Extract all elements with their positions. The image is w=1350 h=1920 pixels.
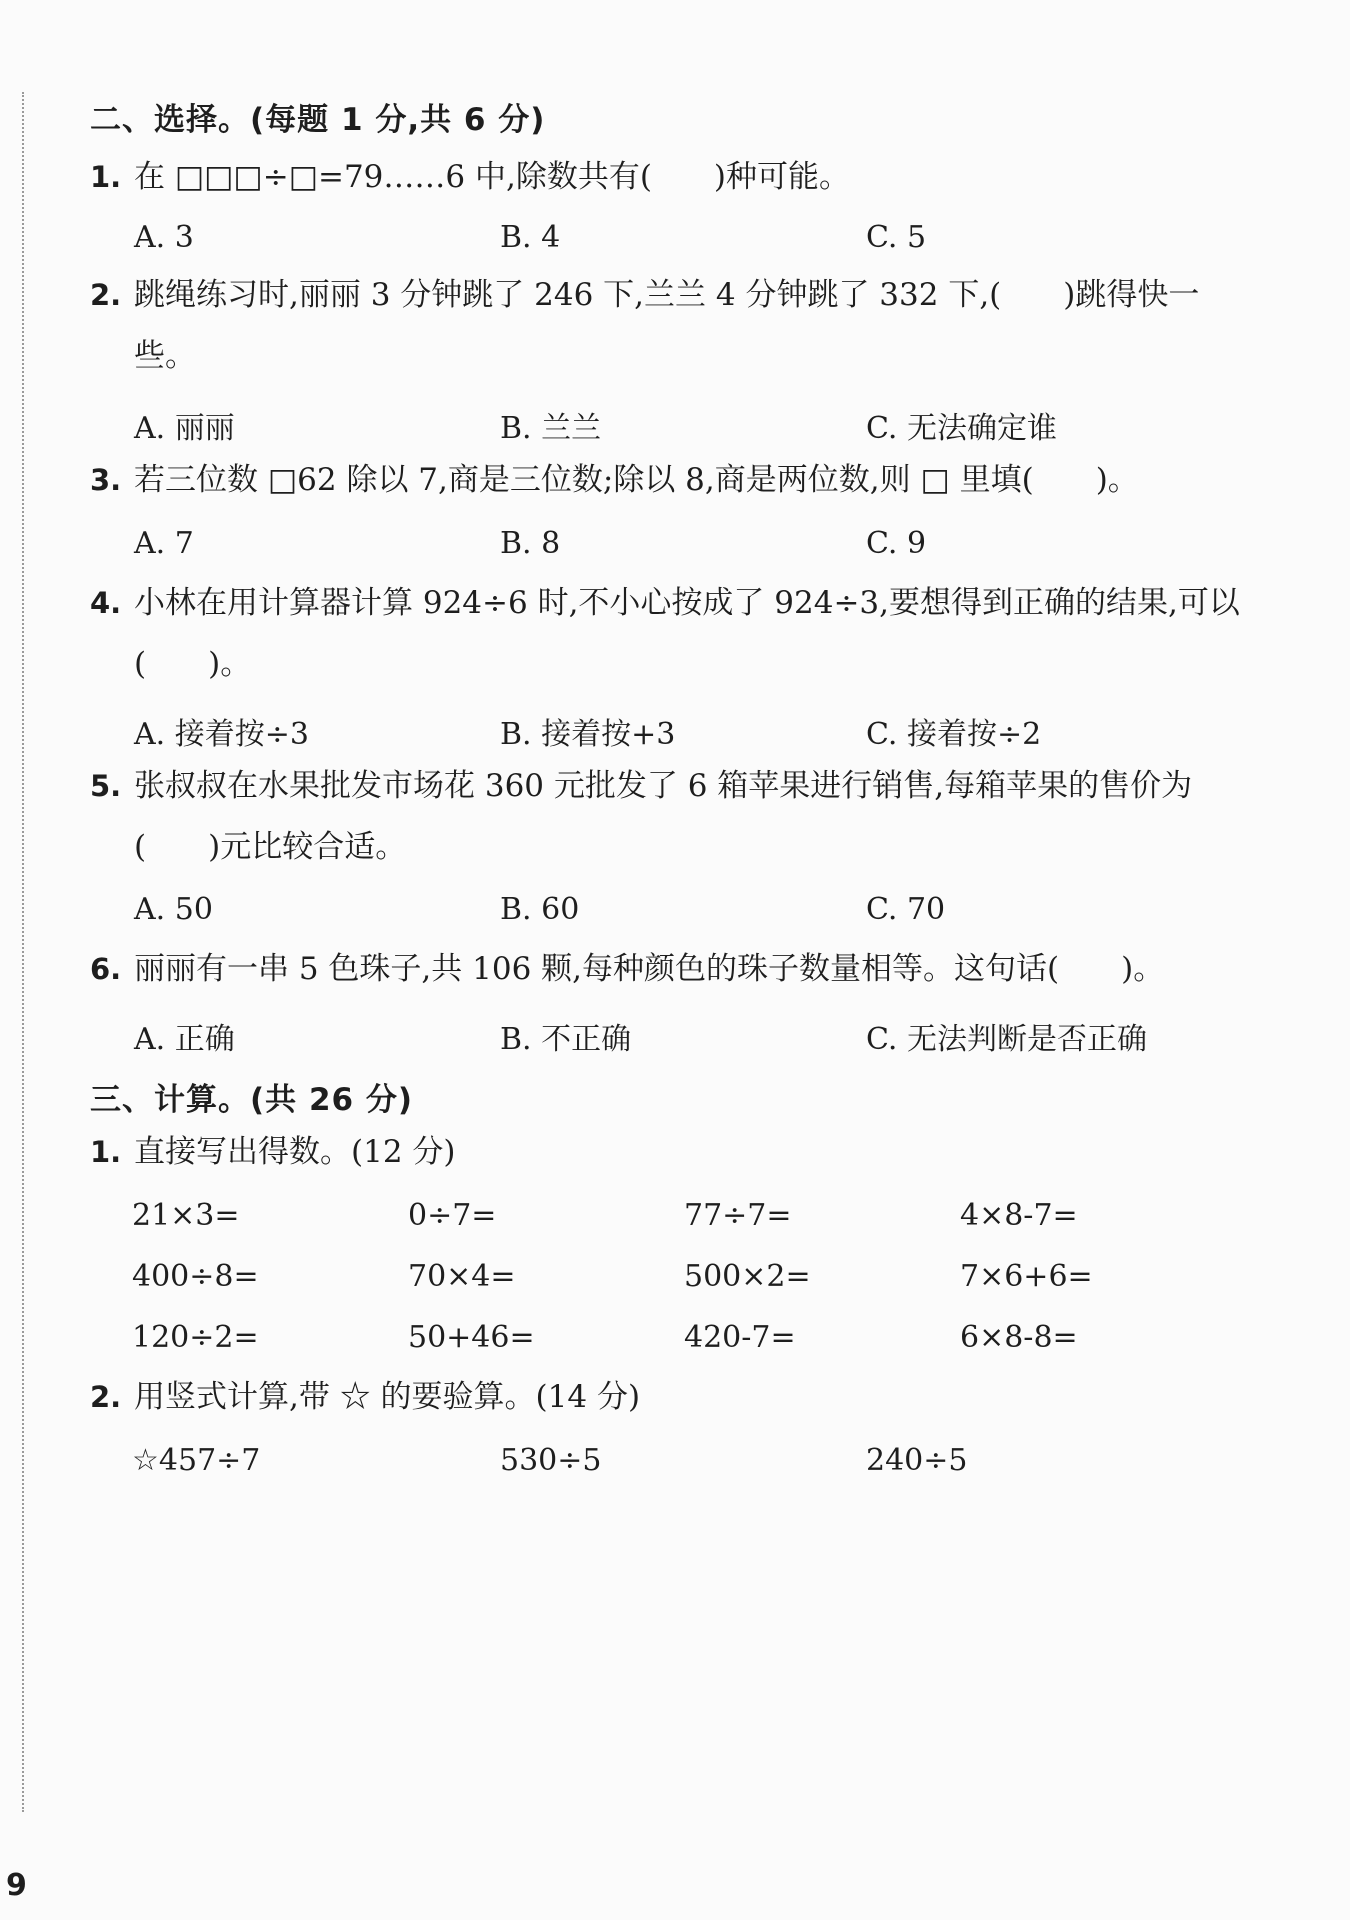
option-a[interactable]: A. 正确 xyxy=(134,1022,235,1057)
math-item: 6×8-8= xyxy=(960,1320,1078,1355)
math-item: 420-7= xyxy=(684,1320,796,1355)
question-text: 跳绳练习时,丽丽 3 分钟跳了 246 下,兰兰 4 分钟跳了 332 下,( )跳得快一些。 xyxy=(134,277,1200,374)
option-a[interactable]: A. 50 xyxy=(134,892,213,927)
question-number: 6. xyxy=(90,952,122,986)
option-b[interactable]: B. 8 xyxy=(500,526,561,561)
question-number: 1. xyxy=(90,160,122,194)
question-text: 小林在用计算器计算 924÷6 时,不小心按成了 924÷3,要想得到正确的结果,可以( )。 xyxy=(134,585,1240,682)
question-number: 1. xyxy=(90,1135,122,1169)
question-text: 用竖式计算,带 ☆ 的要验算。(14 分) xyxy=(134,1379,641,1415)
question-5 xyxy=(90,756,1250,878)
math-item: 4×8-7= xyxy=(960,1198,1078,1233)
question-text: 丽丽有一串 5 色珠子,共 106 颗,每种颜色的珠子数量相等。这句话( )。 xyxy=(134,951,1165,987)
vertical-calc-item: 240÷5 xyxy=(866,1443,968,1478)
option-c[interactable]: C. 70 xyxy=(866,892,946,927)
option-a[interactable]: A. 丽丽 xyxy=(134,411,235,446)
option-b[interactable]: B. 不正确 xyxy=(500,1022,632,1057)
option-c[interactable]: C. 无法确定谁 xyxy=(866,411,1057,446)
option-b[interactable]: B. 4 xyxy=(500,220,561,255)
math-item: 50+46= xyxy=(408,1320,535,1355)
option-a[interactable]: A. 7 xyxy=(134,526,194,561)
question-number: 2. xyxy=(90,1380,122,1414)
question-number: 3. xyxy=(90,463,122,497)
section-2-title: 二、选择。(每题 1 分,共 6 分) xyxy=(90,102,546,138)
math-item: 400÷8= xyxy=(132,1259,259,1294)
option-a[interactable]: A. 接着按÷3 xyxy=(134,717,309,752)
question-1 xyxy=(90,147,1250,208)
math-item: 500×2= xyxy=(684,1259,811,1294)
question-text: 直接写出得数。(12 分) xyxy=(134,1134,456,1170)
question-number: 4. xyxy=(90,586,122,620)
vertical-calc-item: 530÷5 xyxy=(500,1443,602,1478)
math-item: 77÷7= xyxy=(684,1198,792,1233)
question-number: 5. xyxy=(90,769,122,803)
option-b[interactable]: B. 兰兰 xyxy=(500,411,602,446)
math-item: 120÷2= xyxy=(132,1320,259,1355)
math-item: 7×6+6= xyxy=(960,1259,1093,1294)
vertical-calc-item: ☆457÷7 xyxy=(132,1443,261,1478)
question-3 xyxy=(90,450,1250,511)
option-c[interactable]: C. 5 xyxy=(866,220,927,255)
question-text: 若三位数 □62 除以 7,商是三位数;除以 8,商是两位数,则 □ 里填( )。 xyxy=(134,462,1139,498)
question-number: 2. xyxy=(90,278,122,312)
option-c[interactable]: C. 无法判断是否正确 xyxy=(866,1022,1147,1057)
option-c[interactable]: C. 接着按÷2 xyxy=(866,717,1042,752)
section-3-title: 三、计算。(共 26 分) xyxy=(90,1082,414,1118)
binding-margin-line xyxy=(22,92,24,1812)
math-item: 21×3= xyxy=(132,1198,240,1233)
question-2 xyxy=(90,265,1250,387)
option-a[interactable]: A. 3 xyxy=(134,220,194,255)
question-6 xyxy=(90,939,1250,1000)
question-4 xyxy=(90,573,1250,695)
calc-question-1 xyxy=(90,1122,1250,1183)
page-number: 9 xyxy=(6,1868,27,1903)
option-b[interactable]: B. 60 xyxy=(500,892,580,927)
question-text: 在 □□□÷□=79……6 中,除数共有( )种可能。 xyxy=(134,159,851,195)
option-b[interactable]: B. 接着按+3 xyxy=(500,717,676,752)
option-c[interactable]: C. 9 xyxy=(866,526,927,561)
calc-question-2 xyxy=(90,1367,1250,1428)
question-text: 张叔叔在水果批发市场花 360 元批发了 6 箱苹果进行销售,每箱苹果的售价为( )元比较合适。 xyxy=(134,768,1193,865)
math-item: 70×4= xyxy=(408,1259,516,1294)
math-item: 0÷7= xyxy=(408,1198,497,1233)
